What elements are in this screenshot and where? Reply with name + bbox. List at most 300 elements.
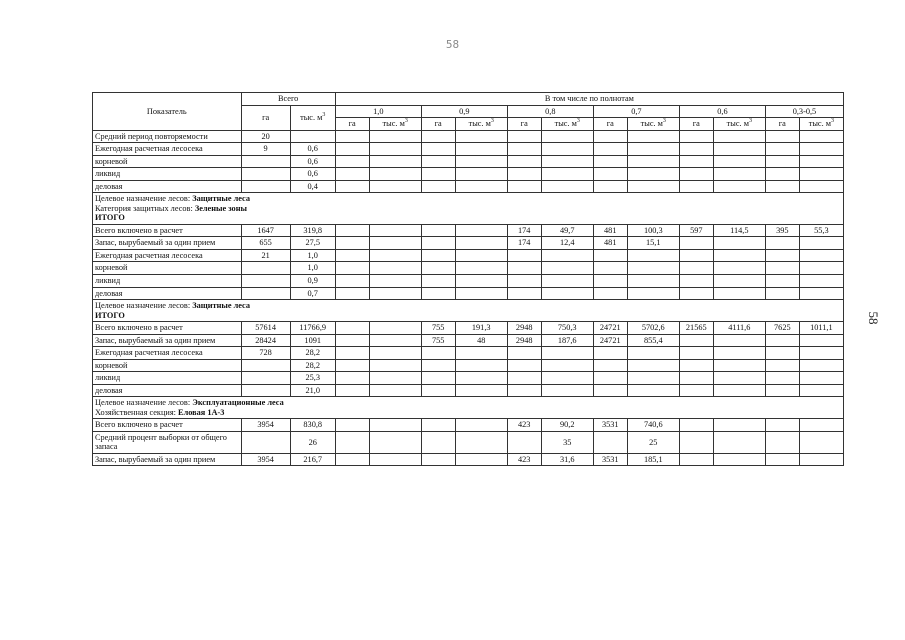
table-cell: 423 [507, 453, 541, 466]
table-cell [679, 168, 713, 181]
table-cell [593, 274, 627, 287]
header-total: Всего [241, 93, 335, 106]
table-row [93, 237, 844, 250]
table-cell: 0,6 [290, 168, 335, 181]
section-line: Целевое назначение лесов: Эксплуатационные леса [95, 398, 284, 408]
table-cell [799, 453, 843, 466]
table-cell: 830,8 [290, 419, 335, 432]
table-cell [713, 274, 765, 287]
table-cell [799, 130, 843, 143]
table-cell: 755 [421, 334, 455, 347]
table-cell [679, 347, 713, 360]
page-number-side: 58 [866, 311, 881, 325]
table-cell [799, 384, 843, 397]
table-cell: 191,3 [455, 322, 507, 335]
table-cell: 0,7 [290, 287, 335, 300]
table-cell [335, 431, 369, 453]
table-cell [679, 130, 713, 143]
header-density-tys: тыс. $м^3$ [369, 118, 421, 131]
table-cell [765, 334, 799, 347]
table-cell: 187,6 [541, 334, 593, 347]
table-cell: 3531 [593, 453, 627, 466]
table-cell [627, 287, 679, 300]
table-cell [627, 384, 679, 397]
table-cell [627, 249, 679, 262]
header-total-ga: га [241, 105, 290, 130]
table-cell [335, 262, 369, 275]
table-cell: 25,3 [290, 372, 335, 385]
table-row [93, 262, 844, 275]
row-label: Запас, вырубаемый за один прием [93, 237, 242, 250]
table-cell [679, 180, 713, 193]
table-cell [713, 130, 765, 143]
table-cell [369, 249, 421, 262]
row-label: Всего включено в расчет [93, 419, 242, 432]
table-cell [593, 155, 627, 168]
table-cell [421, 274, 455, 287]
section-line: Хозяйственная секция: Еловая 1А-3 [95, 407, 225, 417]
section-heading [93, 397, 844, 419]
table-cell: 24721 [593, 322, 627, 335]
row-label: ликвид [93, 274, 242, 287]
table-row [93, 180, 844, 193]
table-cell [369, 168, 421, 181]
table-cell [455, 287, 507, 300]
table-cell [799, 419, 843, 432]
table-cell: 2948 [507, 334, 541, 347]
header-density-5: 0,3-0,5 [765, 105, 843, 118]
table-cell: 28424 [241, 334, 290, 347]
table-cell [541, 287, 593, 300]
table-cell [241, 287, 290, 300]
section-line: ИТОГО [95, 213, 125, 223]
table-cell [455, 453, 507, 466]
table-cell [507, 431, 541, 453]
table-cell [765, 453, 799, 466]
table-cell [713, 249, 765, 262]
table-cell [507, 155, 541, 168]
table-cell [593, 143, 627, 156]
table-cell: 28,2 [290, 347, 335, 360]
table-cell [799, 334, 843, 347]
table-cell [593, 431, 627, 453]
table-cell [369, 237, 421, 250]
table-cell [799, 287, 843, 300]
table-cell [421, 224, 455, 237]
table-cell [241, 155, 290, 168]
table-cell: 35 [541, 431, 593, 453]
table-cell [507, 130, 541, 143]
table-cell [765, 287, 799, 300]
table-row [93, 224, 844, 237]
table-cell [765, 359, 799, 372]
table-cell [593, 287, 627, 300]
table-cell [765, 168, 799, 181]
table-row [93, 155, 844, 168]
table-cell [679, 287, 713, 300]
table-row [93, 130, 844, 143]
table-cell: 2948 [507, 322, 541, 335]
table-cell [335, 180, 369, 193]
table-cell [541, 168, 593, 181]
table-cell [627, 180, 679, 193]
section-row [93, 193, 844, 225]
table-cell [627, 143, 679, 156]
table-cell [799, 431, 843, 453]
row-label: Всего включено в расчет [93, 224, 242, 237]
section-row [93, 300, 844, 322]
table-cell: 11766,9 [290, 322, 335, 335]
header-density-0: 1,0 [335, 105, 421, 118]
table-cell: 750,3 [541, 322, 593, 335]
table-row [93, 384, 844, 397]
row-label: Средний процент выборки от общего запаса [93, 431, 242, 453]
row-label: Всего включено в расчет [93, 322, 242, 335]
table-cell [507, 372, 541, 385]
table-cell [335, 249, 369, 262]
table-cell: 55,3 [799, 224, 843, 237]
table-cell [455, 359, 507, 372]
table-cell [241, 359, 290, 372]
table-cell [627, 262, 679, 275]
table-cell [421, 143, 455, 156]
table-cell [627, 130, 679, 143]
table-cell [765, 237, 799, 250]
header-density-ga: га [593, 118, 627, 131]
table-cell [421, 180, 455, 193]
table-cell: 728 [241, 347, 290, 360]
table-cell [679, 359, 713, 372]
table-cell: 7625 [765, 322, 799, 335]
table-cell [713, 453, 765, 466]
table-cell [455, 249, 507, 262]
table-cell [335, 274, 369, 287]
table-cell [799, 274, 843, 287]
header-by-density: В том числе по полнотам [335, 93, 843, 106]
table-cell [713, 334, 765, 347]
header-density-tys: тыс. $м^3$ [541, 118, 593, 131]
table-cell: 4111,6 [713, 322, 765, 335]
table-cell [455, 274, 507, 287]
table-cell [335, 453, 369, 466]
table-cell [369, 334, 421, 347]
table-cell [421, 249, 455, 262]
table-cell [241, 274, 290, 287]
table-cell: 655 [241, 237, 290, 250]
table-cell [507, 384, 541, 397]
table-cell [421, 237, 455, 250]
table-cell: 100,3 [627, 224, 679, 237]
table-cell [765, 262, 799, 275]
table-cell [593, 180, 627, 193]
table-cell: 740,6 [627, 419, 679, 432]
table-cell [799, 180, 843, 193]
table-cell [713, 359, 765, 372]
table-cell [679, 274, 713, 287]
header-density-2: 0,8 [507, 105, 593, 118]
table-cell [335, 130, 369, 143]
header-density-tys: тыс. $м^3$ [627, 118, 679, 131]
table-cell [765, 431, 799, 453]
table-cell [679, 237, 713, 250]
table-cell [335, 287, 369, 300]
forest-calculation-table [92, 92, 844, 466]
row-label: корневой [93, 155, 242, 168]
table-cell: 216,7 [290, 453, 335, 466]
table-cell [369, 347, 421, 360]
row-label: ликвид [93, 372, 242, 385]
table-cell [713, 155, 765, 168]
table-cell [241, 262, 290, 275]
table-cell: 5702,6 [627, 322, 679, 335]
table-row [93, 168, 844, 181]
table-cell [799, 168, 843, 181]
table-cell [765, 180, 799, 193]
row-label: Средний период повторяемости [93, 130, 242, 143]
table-cell [369, 372, 421, 385]
table-cell [713, 419, 765, 432]
table-cell [421, 372, 455, 385]
table-cell: 49,7 [541, 224, 593, 237]
table-cell [679, 431, 713, 453]
table-cell [593, 262, 627, 275]
row-label: ликвид [93, 168, 242, 181]
table-cell [627, 372, 679, 385]
table-cell: 57614 [241, 322, 290, 335]
header-indicator: Показатель [93, 93, 242, 131]
table-cell [679, 143, 713, 156]
table-cell [713, 384, 765, 397]
table-cell: 20 [241, 130, 290, 143]
table-row [93, 372, 844, 385]
table-cell [455, 130, 507, 143]
table-cell [241, 384, 290, 397]
table-cell [799, 155, 843, 168]
table-row [93, 249, 844, 262]
table-cell [335, 372, 369, 385]
table-cell [541, 249, 593, 262]
table-cell [335, 143, 369, 156]
table-cell [455, 262, 507, 275]
table-cell: 26 [290, 431, 335, 453]
table-cell [455, 180, 507, 193]
table-cell [765, 384, 799, 397]
table-cell [455, 347, 507, 360]
table-cell [593, 130, 627, 143]
table-cell [421, 384, 455, 397]
table-cell: 28,2 [290, 359, 335, 372]
table-row [93, 334, 844, 347]
table-cell [290, 130, 335, 143]
table-cell: 1,0 [290, 262, 335, 275]
header-density-4: 0,6 [679, 105, 765, 118]
table-cell: 12,4 [541, 237, 593, 250]
table-cell [713, 262, 765, 275]
header-density-3: 0,7 [593, 105, 679, 118]
section-heading [93, 193, 844, 225]
table-cell [335, 322, 369, 335]
table-cell [627, 155, 679, 168]
section-line: Целевое назначение лесов: Защитные леса [95, 301, 250, 311]
table-cell [799, 143, 843, 156]
table-cell [421, 130, 455, 143]
header-density-ga: га [679, 118, 713, 131]
table-cell: 48 [455, 334, 507, 347]
table-cell [241, 372, 290, 385]
table-cell [335, 419, 369, 432]
table-cell [765, 249, 799, 262]
header-density-ga: га [335, 118, 369, 131]
table-cell [507, 180, 541, 193]
table-cell [455, 168, 507, 181]
table-cell [421, 419, 455, 432]
table-cell [765, 143, 799, 156]
table-cell: 0,6 [290, 143, 335, 156]
table-cell [627, 168, 679, 181]
table-cell [765, 419, 799, 432]
table-cell [627, 359, 679, 372]
table-row [93, 419, 844, 432]
table-cell [421, 453, 455, 466]
table-cell [421, 359, 455, 372]
table-cell [455, 419, 507, 432]
table-cell [713, 237, 765, 250]
table-cell [455, 431, 507, 453]
table-cell [507, 359, 541, 372]
header-density-ga: га [507, 118, 541, 131]
table-cell [507, 168, 541, 181]
table-cell [799, 372, 843, 385]
table-cell: 755 [421, 322, 455, 335]
header-density-ga: га [421, 118, 455, 131]
table-row [93, 287, 844, 300]
table-cell: 25 [627, 431, 679, 453]
table-cell: 90,2 [541, 419, 593, 432]
table-cell [541, 180, 593, 193]
table-cell [241, 431, 290, 453]
table-cell [507, 249, 541, 262]
table-cell [765, 155, 799, 168]
table-cell: 21,0 [290, 384, 335, 397]
table-cell [421, 347, 455, 360]
header-density-tys: тыс. $м^3$ [799, 118, 843, 131]
table-cell [679, 419, 713, 432]
table-cell [713, 347, 765, 360]
table-row [93, 453, 844, 466]
table-cell [593, 249, 627, 262]
table-cell: 481 [593, 224, 627, 237]
table-cell [421, 431, 455, 453]
table-cell [369, 431, 421, 453]
table-cell [541, 155, 593, 168]
table-cell [593, 384, 627, 397]
table-cell [679, 453, 713, 466]
table-cell [335, 347, 369, 360]
table-cell [369, 359, 421, 372]
table-cell [627, 347, 679, 360]
table-cell: 3531 [593, 419, 627, 432]
table-cell [369, 453, 421, 466]
row-label: деловая [93, 287, 242, 300]
table-cell [765, 274, 799, 287]
table-cell [455, 155, 507, 168]
header-density-ga: га [765, 118, 799, 131]
section-row [93, 397, 844, 419]
table-cell [421, 155, 455, 168]
table-cell [421, 168, 455, 181]
table-cell [335, 384, 369, 397]
table-cell: 1647 [241, 224, 290, 237]
header-density-tys: тыс. $м^3$ [713, 118, 765, 131]
row-label: деловая [93, 384, 242, 397]
table-cell [765, 347, 799, 360]
table-cell [713, 287, 765, 300]
table-cell: 423 [507, 419, 541, 432]
table-cell [593, 359, 627, 372]
table-cell [507, 262, 541, 275]
row-label: корневой [93, 262, 242, 275]
table-cell [799, 359, 843, 372]
row-label: деловая [93, 180, 242, 193]
row-label: Запас, вырубаемый за один прием [93, 334, 242, 347]
table-cell [799, 262, 843, 275]
table-cell: 1,0 [290, 249, 335, 262]
table-cell [369, 322, 421, 335]
table-cell: 0,6 [290, 155, 335, 168]
table-row [93, 143, 844, 156]
table-cell [713, 372, 765, 385]
table-cell: 174 [507, 224, 541, 237]
table-cell [679, 384, 713, 397]
table-cell [799, 249, 843, 262]
table-cell [369, 262, 421, 275]
table-cell: 1011,1 [799, 322, 843, 335]
table-cell: 319,8 [290, 224, 335, 237]
table-cell [541, 130, 593, 143]
table-cell [593, 347, 627, 360]
table-cell [421, 262, 455, 275]
table-cell [369, 180, 421, 193]
table-cell [455, 143, 507, 156]
table-cell: 597 [679, 224, 713, 237]
table-cell [335, 334, 369, 347]
table-cell: 0,4 [290, 180, 335, 193]
row-label: Ежегодная расчетная лесосека [93, 143, 242, 156]
table-cell [679, 249, 713, 262]
table-cell [369, 143, 421, 156]
table-cell [507, 274, 541, 287]
table-cell [335, 237, 369, 250]
table-cell: 9 [241, 143, 290, 156]
table-cell: 481 [593, 237, 627, 250]
table-cell [713, 180, 765, 193]
table-cell [507, 143, 541, 156]
table-cell [369, 274, 421, 287]
table-cell [241, 180, 290, 193]
table-cell [541, 359, 593, 372]
section-line: Целевое назначение лесов: Защитные леса [95, 194, 250, 204]
table-cell [335, 168, 369, 181]
table-cell: 21 [241, 249, 290, 262]
table-cell: 3954 [241, 453, 290, 466]
page-number-top: 58 [445, 38, 460, 51]
table-cell [713, 168, 765, 181]
header-density-tys: тыс. $м^3$ [455, 118, 507, 131]
table-cell [369, 130, 421, 143]
table-cell [627, 274, 679, 287]
table-cell: 1091 [290, 334, 335, 347]
table-cell [679, 155, 713, 168]
